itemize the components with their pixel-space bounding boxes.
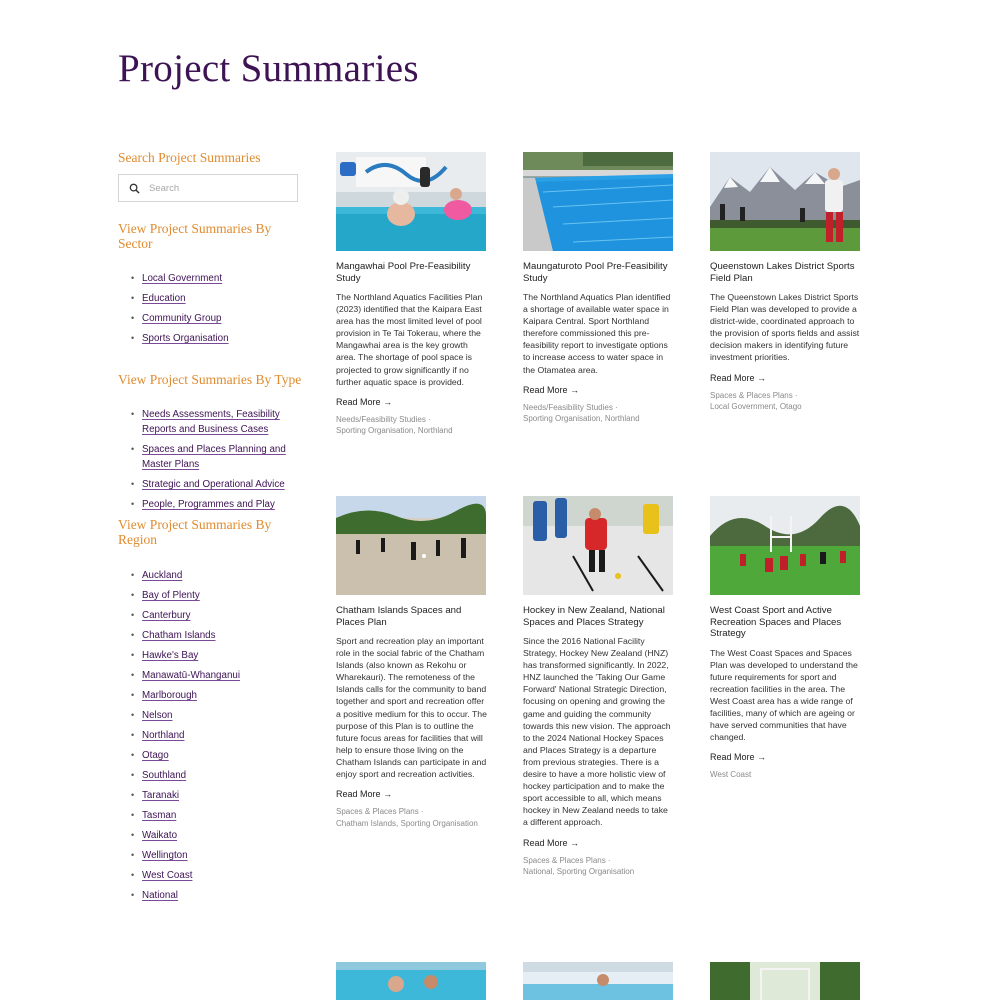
beach-football-image [336, 496, 486, 595]
card-category[interactable]: West Coast [710, 770, 752, 780]
card-excerpt: Since the 2016 National Facility Strategy, Hockey New Zealand (HNZ) has transformed significantly. In 2022, HNZ launched the 'Taking Our Game Forward' National Strategic Direction, focusing on opening and growing the game and guiding the community towards this new vision. The approach to the 2024 National Hockey Spaces and Places Strategy is a departure from previous strategies. There is a desire to have a more holistic view of hockey participation and to make the sport accessible to all, which means hockey in New Zealand needs to take a different approach. [523, 636, 671, 828]
sector-item [118, 311, 303, 326]
card-excerpt: The Northland Aquatics Plan identified a shortage of available water space in Kaipara Central. Sport Northland therefore commissioned this pre-feasibility report to investigate options to increase access to water space in the Otamatea area. [523, 292, 671, 375]
region-link-northland[interactable]: Northland [142, 730, 185, 741]
region-link-national[interactable]: National [142, 890, 178, 901]
region-link-bay-of-plenty[interactable]: Bay of Plenty [142, 590, 200, 601]
card-excerpt: The West Coast Spaces and Spaces Plan was developed to understand the future requirements for sport and recreation facilities in the area. The West Coast area has a wide range of facilities, many of which are ageing or have served communities that have changed. [710, 647, 858, 743]
region-link-chatham-islands[interactable]: Chatham Islands [142, 630, 216, 641]
region-item [118, 848, 303, 863]
region-item [118, 788, 303, 803]
region-link-wellington[interactable]: Wellington [142, 850, 188, 861]
card-image-link[interactable] [710, 152, 860, 251]
card-image-link[interactable] [523, 496, 673, 595]
sector-list [118, 271, 303, 346]
type-link-strategic-advice[interactable]: Strategic and Operational Advice [142, 479, 285, 490]
read-more-link[interactable]: Read More → [710, 752, 767, 763]
card-title[interactable]: Chatham Islands Spaces and Places Plan [336, 605, 462, 628]
project-card [336, 962, 488, 1000]
page-title: Project Summaries [118, 47, 419, 90]
region-link-hawkes-bay[interactable]: Hawke's Bay [142, 650, 199, 661]
region-item [118, 868, 303, 883]
card-image-link[interactable] [710, 496, 860, 595]
card-tags[interactable]: Sporting Organisation, Northland [336, 426, 453, 436]
card-category[interactable]: Spaces & Places Plans · [336, 807, 424, 817]
card-image-link[interactable] [336, 152, 486, 251]
card-image-link[interactable] [336, 496, 486, 595]
sector-link-local-government[interactable]: Local Government [142, 273, 223, 284]
card-meta [523, 855, 675, 878]
region-item [118, 568, 303, 583]
sector-item [118, 291, 303, 306]
region-list [118, 568, 303, 903]
search-input[interactable] [149, 183, 279, 194]
region-link-nelson[interactable]: Nelson [142, 710, 173, 721]
card-title[interactable]: Hockey in New Zealand, National Spaces and Places Strategy [523, 605, 665, 628]
card-tags[interactable]: National, Sporting Organisation [523, 867, 635, 876]
card-image-link[interactable] [523, 962, 673, 1000]
sector-link-community-group[interactable]: Community Group [142, 313, 222, 324]
type-item [118, 497, 303, 512]
region-link-auckland[interactable]: Auckland [142, 570, 183, 581]
sector-item [118, 331, 303, 346]
region-link-southland[interactable]: Southland [142, 770, 187, 781]
region-item [118, 628, 303, 643]
project-card [523, 496, 675, 878]
search-icon [129, 183, 140, 194]
card-meta [523, 402, 675, 425]
card-image-link[interactable] [336, 962, 486, 1000]
region-link-canterbury[interactable]: Canterbury [142, 610, 191, 621]
card-image-link[interactable] [710, 962, 860, 1000]
project-card [710, 152, 862, 413]
region-heading: View Project Summaries By Region [118, 517, 272, 547]
type-link-spaces-places[interactable]: Spaces and Places Planning and Master Plans [142, 444, 286, 470]
read-more-link[interactable]: Read More → [523, 837, 580, 848]
swimming-kids-image [336, 962, 486, 1000]
sidebar [118, 150, 303, 908]
region-link-otago[interactable]: Otago [142, 750, 169, 761]
field-goals-image [710, 962, 860, 1000]
read-more-link[interactable]: Read More → [336, 396, 393, 407]
region-item [118, 828, 303, 843]
project-card [336, 496, 488, 829]
region-link-west-coast[interactable]: West Coast [142, 870, 193, 881]
type-link-people-programmes[interactable]: People, Programmes and Play [142, 499, 275, 510]
search-box[interactable] [118, 174, 298, 202]
sector-heading: View Project Summaries By Sector [118, 221, 272, 251]
type-item [118, 442, 303, 472]
sector-link-education[interactable]: Education [142, 293, 186, 304]
card-excerpt: Sport and recreation play an important role in the social fabric of the Chatham Islands (also known as Rekohu or Wharekauri). The remoteness of the Islands calls for the community to band together and sport and recreation offer a positive medium for this to occur. The purpose of this Plan is to outline the future focus areas for facilities that will help to ensure those living on the Chatham Islands can participate in and enjoy sport and recreation activities. [336, 636, 487, 780]
card-meta [710, 769, 862, 781]
card-title[interactable]: Mangawhai Pool Pre-Feasibility Study [336, 261, 471, 284]
card-title[interactable]: Maungaturoto Pool Pre-Feasibility Study [523, 261, 668, 284]
region-link-marlborough[interactable]: Marlborough [142, 690, 198, 701]
card-title[interactable]: Queenstown Lakes District Sports Field Plan [710, 261, 855, 284]
card-image-link[interactable] [523, 152, 673, 251]
region-item [118, 648, 303, 663]
region-item [118, 768, 303, 783]
search-heading: Search Project Summaries [118, 150, 261, 165]
region-link-waikato[interactable]: Waikato [142, 830, 178, 841]
card-tags[interactable]: Chatham Islands, Sporting Organisation [336, 818, 478, 828]
region-item [118, 748, 303, 763]
project-card [710, 496, 862, 781]
project-card [523, 152, 675, 425]
sector-link-sports-organisation[interactable]: Sports Organisation [142, 333, 229, 344]
project-card [710, 962, 862, 1000]
pool-aqua-class-image [336, 152, 486, 251]
card-meta [336, 806, 488, 829]
region-item [118, 668, 303, 683]
read-more-link[interactable]: Read More → [710, 372, 767, 383]
project-card [523, 962, 675, 1000]
sector-item [118, 271, 303, 286]
indoor-pool-image [523, 962, 673, 1000]
region-item [118, 888, 303, 903]
project-card [336, 152, 488, 437]
type-item [118, 477, 303, 492]
type-list [118, 407, 303, 512]
region-link-taranaki[interactable]: Taranaki [142, 790, 180, 801]
region-link-manawatu-whanganui[interactable]: Manawatū-Whanganui [142, 670, 241, 681]
type-link-needs-assessments[interactable]: Needs Assessments, Feasibility Reports and Business Cases [142, 409, 280, 435]
region-item [118, 588, 303, 603]
card-meta [336, 414, 488, 437]
card-category[interactable]: Needs/Feasibility Studies · [523, 402, 618, 412]
read-more-link[interactable]: Read More → [336, 789, 393, 800]
kids-hockey-image [523, 496, 673, 595]
card-category[interactable]: Spaces & Places Plans · [710, 390, 798, 400]
card-excerpt: The Queenstown Lakes District Sports Field Plan was developed to provide a district-wide, coordinated approach to the provision of sports fields and assist decision makers in identifying future investment priorities. [710, 292, 860, 363]
region-item [118, 688, 303, 703]
card-category[interactable]: Needs/Feasibility Studies · [336, 414, 431, 424]
card-tags[interactable]: Local Government, Otago [710, 402, 802, 412]
region-item [118, 708, 303, 723]
type-item [118, 407, 303, 437]
card-excerpt: The Northland Aquatics Facilities Plan (2023) identified that the Kaipara East area has the most limited level of pool provision in Te Tai Tokerau, where the Mangawhai area is the key growth area. The shortage of pool space is projected to grow significantly if no further aquatic space is provided. [336, 292, 483, 387]
region-item [118, 808, 303, 823]
card-title[interactable]: West Coast Sport and Active Recreation Spaces and Places Strategy [710, 605, 842, 639]
region-link-tasman[interactable]: Tasman [142, 810, 177, 821]
type-heading: View Project Summaries By Type [118, 372, 302, 387]
rugby-mountains-image [710, 152, 860, 251]
rugby-field-hills-image [710, 496, 860, 595]
region-item [118, 608, 303, 623]
card-tags[interactable]: Sporting Organisation, Northland [523, 414, 640, 424]
outdoor-pool-image [523, 152, 673, 251]
card-category[interactable]: Spaces & Places Plans · [523, 855, 611, 865]
read-more-link[interactable]: Read More → [523, 384, 580, 395]
card-meta [710, 390, 862, 413]
region-item [118, 728, 303, 743]
